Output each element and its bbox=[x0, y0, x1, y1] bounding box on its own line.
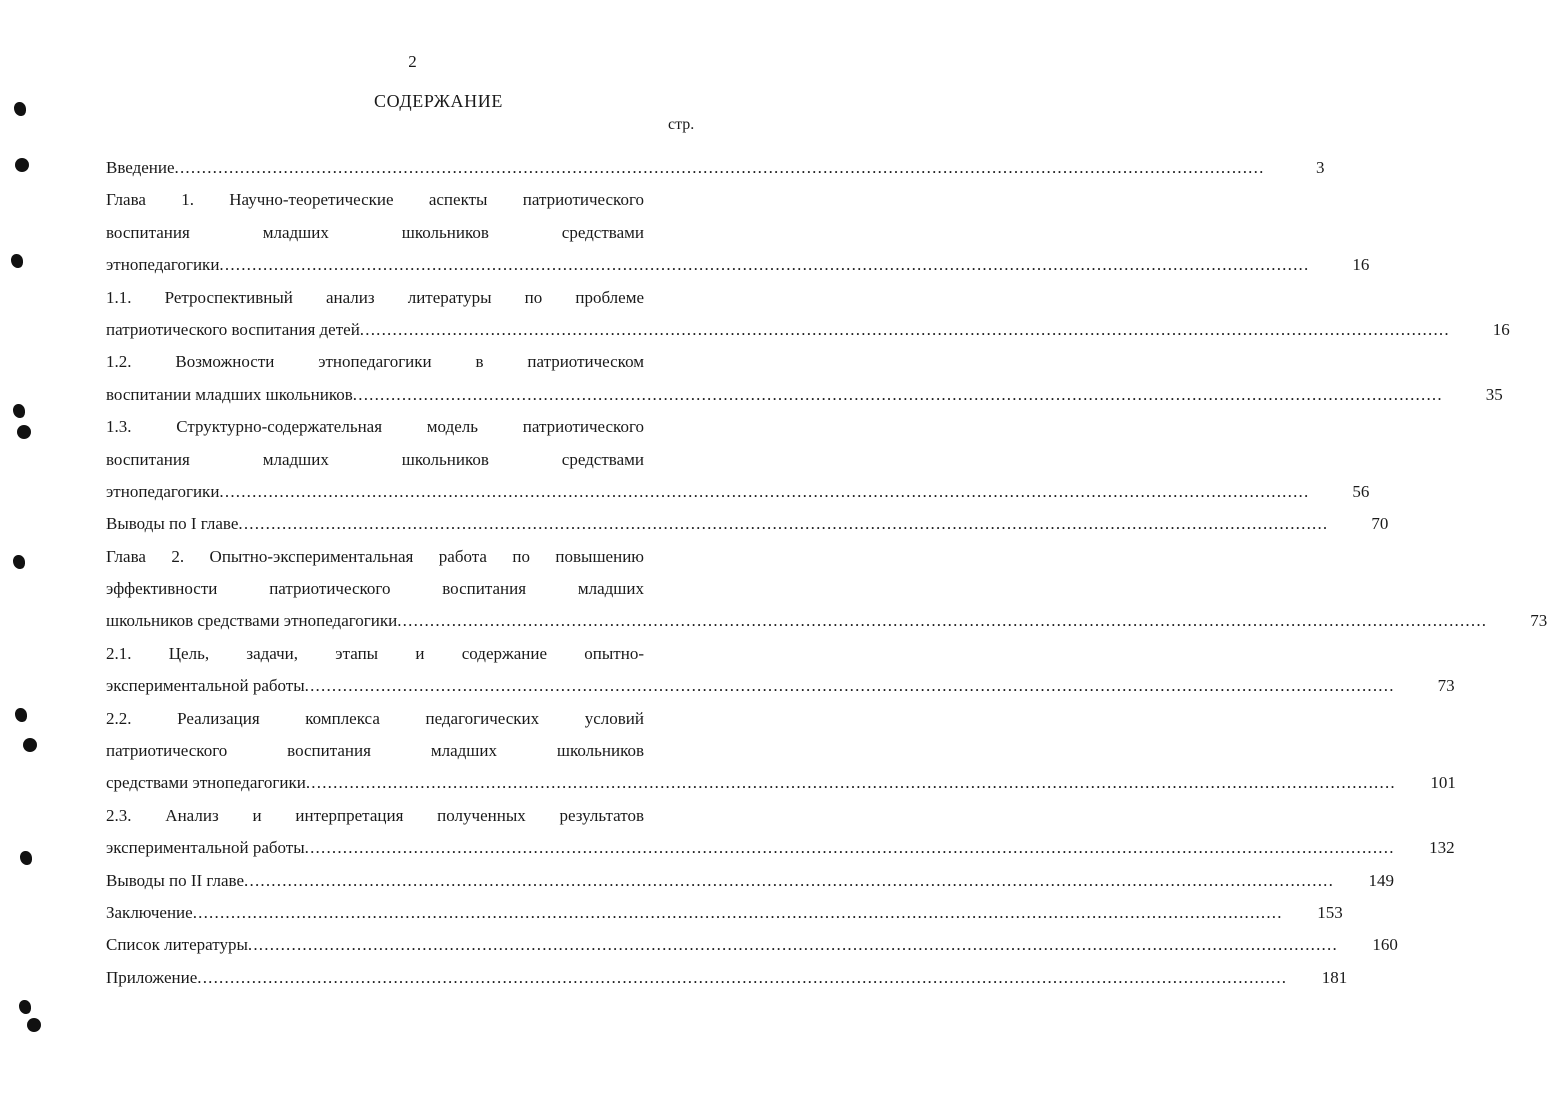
toc-entry-title: 1.3. Структурно-содержательная модель патриотического bbox=[106, 417, 644, 437]
toc-entry-title: этнопедагогики bbox=[106, 255, 220, 275]
toc-entry-title: воспитании младших школьников bbox=[106, 384, 353, 404]
page-number: 2 bbox=[408, 52, 417, 71]
binder-mark bbox=[13, 555, 25, 569]
toc-entry bbox=[106, 929, 1398, 961]
toc-entry bbox=[106, 638, 1455, 703]
toc-entry-title: Выводы по II главе bbox=[106, 870, 245, 890]
toc-page-number: 160 bbox=[1372, 935, 1398, 955]
toc-page-number: 132 bbox=[1429, 838, 1455, 858]
toc-page-number: 16 bbox=[1352, 255, 1370, 275]
toc-page-number: 101 bbox=[1430, 773, 1456, 793]
toc-entry bbox=[106, 541, 1547, 638]
toc-leader-dots: ........................................................................................................................................................................................................ bbox=[219, 481, 1310, 501]
binder-mark bbox=[15, 708, 27, 722]
toc-line bbox=[106, 897, 1343, 929]
toc-entry bbox=[106, 346, 1503, 411]
binder-mark bbox=[13, 404, 25, 418]
toc-entry-title: средствами этнопедагогики bbox=[106, 773, 306, 793]
toc-entry-title: 2.2. Реализация комплекса педагогических условий bbox=[106, 708, 644, 728]
toc-line bbox=[106, 767, 1456, 799]
toc-entry-title: Приложение bbox=[106, 967, 198, 987]
toc-entry-title: воспитания младших школьников средствами bbox=[106, 449, 644, 469]
binder-hole bbox=[17, 425, 31, 439]
toc-leader-dots: ........................................................................................................................................................................................................ bbox=[304, 676, 1395, 696]
toc-line bbox=[106, 282, 706, 314]
toc-line bbox=[106, 865, 1395, 897]
toc-entry bbox=[106, 508, 1389, 540]
toc-page-number: 73 bbox=[1437, 676, 1455, 696]
toc-line bbox=[106, 444, 706, 476]
table-of-contents bbox=[106, 152, 1547, 994]
toc-leader-dots: ........................................................................................................................................................................................................ bbox=[305, 773, 1396, 793]
toc-page-number: 73 bbox=[1530, 611, 1547, 631]
toc-entry bbox=[106, 897, 1343, 929]
toc-leader-dots: ........................................................................................................................................................................................................ bbox=[247, 935, 1338, 955]
toc-entry bbox=[106, 282, 1510, 347]
toc-page-number: 35 bbox=[1485, 384, 1503, 404]
toc-line bbox=[106, 249, 1370, 281]
toc-entry-title: этнопедагогики bbox=[106, 481, 220, 501]
toc-leader-dots: ........................................................................................................................................................................................................ bbox=[359, 319, 1450, 339]
toc-entry-title: экспериментальной работы bbox=[106, 676, 305, 696]
toc-line bbox=[106, 346, 706, 378]
toc-entry-title: школьников средствами этнопедагогики bbox=[106, 611, 398, 631]
toc-entry bbox=[106, 703, 1456, 800]
toc-line bbox=[106, 605, 1547, 637]
toc-leader-dots: ........................................................................................................................................................................................................ bbox=[174, 158, 1265, 177]
binder-hole bbox=[23, 738, 37, 752]
toc-entry bbox=[106, 962, 1348, 994]
toc-entry-title: 1.2. Возможности этнопедагогики в патриотическом bbox=[106, 352, 644, 372]
toc-entry-title: воспитания младших школьников средствами bbox=[106, 222, 644, 242]
toc-line bbox=[106, 573, 706, 605]
binder-hole bbox=[15, 158, 29, 172]
toc-entry-title: Введение bbox=[106, 158, 175, 177]
toc-entry bbox=[106, 152, 1325, 184]
toc-page-number: 16 bbox=[1492, 319, 1510, 339]
toc-line bbox=[106, 217, 706, 249]
toc-leader-dots: ........................................................................................................................................................................................................ bbox=[397, 611, 1488, 631]
toc-leader-dots: ........................................................................................................................................................................................................ bbox=[238, 514, 1329, 534]
toc-page-number: 70 bbox=[1371, 514, 1389, 534]
toc-line bbox=[106, 929, 1398, 961]
binder-mark bbox=[14, 102, 26, 116]
toc-page-number: 149 bbox=[1368, 870, 1395, 890]
toc-line bbox=[106, 670, 1455, 702]
binder-mark bbox=[19, 1000, 31, 1014]
toc-line bbox=[106, 314, 1510, 346]
toc-line bbox=[106, 638, 706, 670]
binder-mark bbox=[11, 254, 23, 268]
toc-entry-title: Глава 2. Опытно-экспериментальная работа по повышению bbox=[106, 546, 644, 566]
toc-line bbox=[106, 476, 1370, 508]
toc-entry-title: 1.1. Ретроспективный анализ литературы по проблеме bbox=[106, 287, 644, 307]
toc-entry bbox=[106, 184, 1370, 281]
toc-entry-title: эффективности патриотического воспитания младших bbox=[106, 579, 644, 599]
toc-entry-title: 2.3. Анализ и интерпретация полученных результатов bbox=[106, 805, 644, 825]
toc-entry-title: Выводы по I главе bbox=[106, 514, 239, 534]
toc-line bbox=[106, 184, 706, 216]
toc-line bbox=[106, 735, 706, 767]
toc-line bbox=[106, 152, 1325, 184]
toc-entry-title: Заключение bbox=[106, 902, 193, 922]
binder-hole bbox=[27, 1018, 41, 1032]
toc-leader-dots: ........................................................................................................................................................................................................ bbox=[244, 870, 1335, 890]
toc-page-number: 56 bbox=[1352, 481, 1370, 501]
toc-entry bbox=[106, 865, 1395, 897]
toc-line bbox=[106, 379, 1503, 411]
toc-leader-dots: ........................................................................................................................................................................................................ bbox=[219, 255, 1310, 275]
toc-entry bbox=[106, 800, 1455, 865]
toc-leader-dots: ........................................................................................................................................................................................................ bbox=[192, 902, 1283, 922]
toc-leader-dots: ........................................................................................................................................................................................................ bbox=[352, 384, 1443, 404]
toc-line bbox=[106, 541, 706, 573]
toc-page-number: 181 bbox=[1321, 967, 1348, 987]
toc-entry-title: патриотического воспитания младших школьников bbox=[106, 741, 644, 761]
toc-page-number: 3 bbox=[1316, 158, 1325, 177]
toc-entry-title: 2.1. Цель, задачи, этапы и содержание опытно- bbox=[106, 643, 644, 663]
toc-page-number: 153 bbox=[1317, 902, 1343, 922]
page-title: СОДЕРЖАНИЕ bbox=[374, 91, 503, 111]
toc-line bbox=[106, 832, 1455, 864]
toc-leader-dots: ........................................................................................................................................................................................................ bbox=[197, 967, 1288, 987]
toc-line bbox=[106, 800, 706, 832]
toc-line bbox=[106, 411, 706, 443]
toc-entry-title: Список литературы bbox=[106, 935, 248, 955]
toc-entry-title: патриотического воспитания детей bbox=[106, 319, 360, 339]
toc-entry-title: Глава 1. Научно-теоретические аспекты патриотического bbox=[106, 190, 644, 210]
toc-entry bbox=[106, 411, 1370, 508]
toc-line bbox=[106, 508, 1389, 540]
toc-leader-dots: ........................................................................................................................................................................................................ bbox=[304, 838, 1395, 858]
toc-line bbox=[106, 703, 706, 735]
page-column-label: стр. bbox=[668, 116, 695, 133]
binder-mark bbox=[20, 851, 32, 865]
toc-entry-title: экспериментальной работы bbox=[106, 838, 305, 858]
toc-line bbox=[106, 962, 1348, 994]
